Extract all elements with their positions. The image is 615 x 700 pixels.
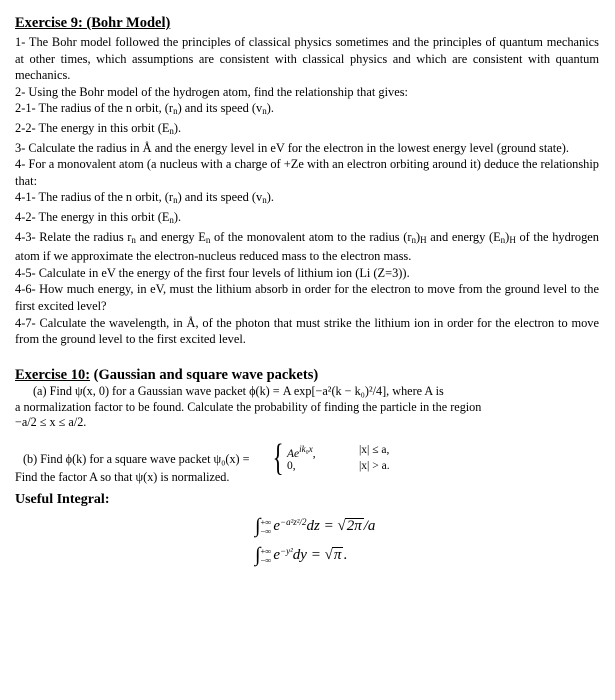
exercise-10-title: Exercise 10: (Gaussian and square wave packets) xyxy=(15,367,319,383)
question-3: 3- Calculate the radius in Å and the energy level in eV for the electron in the lowest energy level (ground state). xyxy=(15,140,569,155)
part-a-line-1: (a) Find ψ(x, 0) for a Gaussian wave packet ϕ(k) = A exp[−a²(k − k₀)²/4], where A is xyxy=(33,384,444,398)
case-1-value: $Ae^{ik_0x}$, xyxy=(287,444,316,460)
question-2-2: 2-2- The energy in this orbit $(E_n)$. xyxy=(15,120,182,136)
case-2-value: 0, xyxy=(287,460,296,472)
exercise-10-part-a xyxy=(15,384,515,431)
exercise-9-title: Exercise 9: (Bohr Model) xyxy=(15,15,171,31)
part-a-line-3: −a/2 ≤ x ≤ a/2. xyxy=(15,415,87,429)
question-2-1: 2-1- The radius of the n orbit, $(r_n)$ and its speed $(v_n)$. xyxy=(15,101,274,117)
question-2: 2- Using the Bohr model of the hydrogen atom, find the relationship that gives: xyxy=(15,84,408,99)
question-4-6: 4-6- How much energy, in eV, must the lithium absorb in order for the electron to move from the ground level to the first excited level? xyxy=(15,282,599,313)
question-1: 1- The Bohr model followed the principles of classical physics sometimes and the principles of quantum mechanics at other times, which assumptions are consistent with classical physics and which are consistent with quantum mechanics. xyxy=(15,35,599,83)
question-4-7: 4-7- Calculate the wavelength, in Å, of the photon that must strike the lithium ion in order for the electron to move from the ground level to the first excited level. xyxy=(15,315,599,347)
useful-integral-heading: Useful Integral: xyxy=(15,492,110,507)
cases-brace: { xyxy=(272,437,284,479)
part-b-lhs: (b) Find ϕ(k) for a square wave packet ψ₀(x) = xyxy=(23,452,250,466)
case-1-condition: |x| ≤ a, xyxy=(359,444,390,456)
find-factor-a: Find the factor A so that ψ(x) is normalized. xyxy=(15,470,230,484)
question-4-5: 4-5- Calculate in eV the energy of the first four levels of lithium ion (Li (Z=3)). xyxy=(15,265,410,280)
question-4: 4- For a monovalent atom (a nucleus with a charge of +Ze with an electron orbiting around it) deduce the relationship that: xyxy=(15,157,599,188)
integral-equation-1: ∫ +∞ −∞ $e^{-a^2z^2/2}dz = √2\pi$ /a xyxy=(255,515,376,537)
question-4-1: 4-1- The radius of the n orbit, $(r_n)$ and its speed $(v_n)$. xyxy=(15,190,274,206)
exercise-9-body xyxy=(15,34,599,348)
integral-equation-2: ∫ +∞ −∞ $e^{-y^2}dy = √\pi$ . xyxy=(255,544,348,566)
question-4-3: 4-3- Relate the radius $r_n$ and energy $E_n$ of the monovalent atom to the radius $(r_n)_H$ and energy $(E_n)_H$ of the hydrogen atom if we approximate the electron-nucleus reduced mass to the electron mass. xyxy=(15,229,600,264)
question-4-2: 4-2- The energy in this orbit $(E_n)$. xyxy=(15,209,182,225)
case-2-condition: |x| > a. xyxy=(359,460,390,472)
part-a-line-2: a normalization factor to be found. Calculate the probability of finding the particle in the region xyxy=(15,399,482,414)
